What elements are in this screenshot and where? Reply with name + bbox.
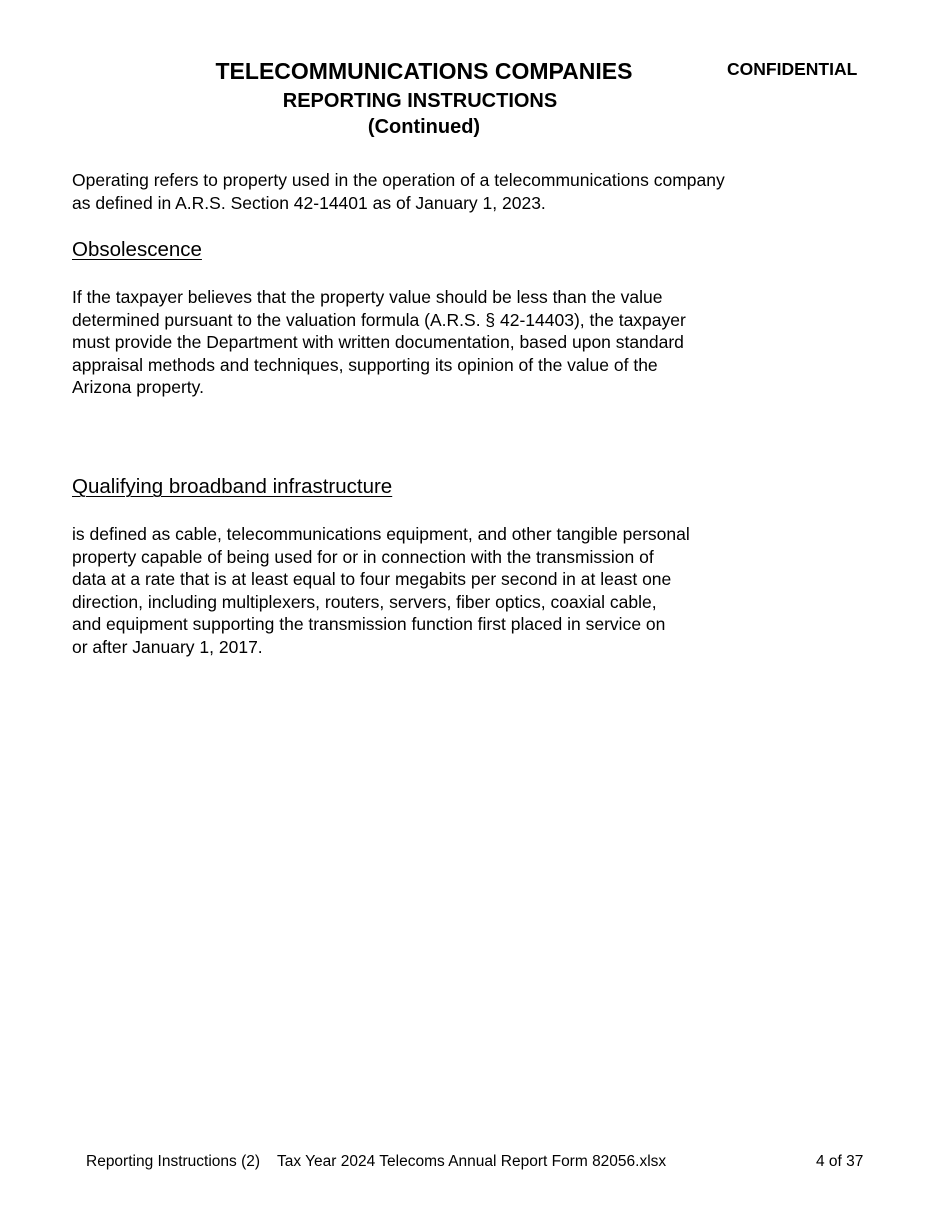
paragraph-line: and equipment supporting the transmission function first placed in service on bbox=[72, 614, 666, 634]
paragraph-line: data at a rate that is at least equal to four megabits per second in at least one bbox=[72, 569, 672, 589]
broadband-heading: Qualifying broadband infrastructure bbox=[72, 475, 393, 498]
paragraph-line: must provide the Department with written documentation, based upon standard bbox=[72, 332, 684, 352]
paragraph-line: property capable of being used for or in connection with the transmission of bbox=[72, 546, 654, 567]
footer-page-number: 4 of 37 bbox=[816, 1153, 864, 1170]
paragraph-line: Arizona property. bbox=[72, 377, 204, 397]
paragraph-line: direction, including multiplexers, routers, servers, fiber optics, coaxial cable, bbox=[72, 591, 657, 612]
paragraph-line: Operating refers to property used in the operation of a telecommunications company bbox=[72, 170, 725, 190]
document-title: TELECOMMUNICATIONS COMPANIES bbox=[215, 58, 633, 84]
document-subtitle: REPORTING INSTRUCTIONS bbox=[282, 90, 558, 112]
operating-paragraph bbox=[72, 169, 725, 214]
paragraph-line: as defined in A.R.S. Section 42-14401 as of January 1, 2023. bbox=[72, 192, 546, 213]
paragraph-line: is defined as cable, telecommunications equipment, and other tangible personal bbox=[72, 524, 690, 544]
footer-file-name: Tax Year 2024 Telecoms Annual Report Form 82056.xlsx bbox=[277, 1153, 667, 1170]
confidential-label: CONFIDENTIAL bbox=[727, 59, 858, 79]
broadband-paragraph bbox=[72, 523, 690, 658]
obsolescence-heading: Obsolescence bbox=[72, 238, 202, 261]
paragraph-line: If the taxpayer believes that the property value should be less than the value bbox=[72, 287, 663, 307]
obsolescence-paragraph bbox=[72, 286, 686, 399]
paragraph-line: determined pursuant to the valuation formula (A.R.S. § 42-14403), the taxpayer bbox=[72, 309, 686, 330]
paragraph-line: appraisal methods and techniques, supporting its opinion of the value of the bbox=[72, 354, 658, 375]
continued-label: (Continued) bbox=[367, 116, 481, 138]
footer-sheet-name: Reporting Instructions (2) bbox=[86, 1153, 261, 1170]
paragraph-line: or after January 1, 2017. bbox=[72, 636, 263, 657]
